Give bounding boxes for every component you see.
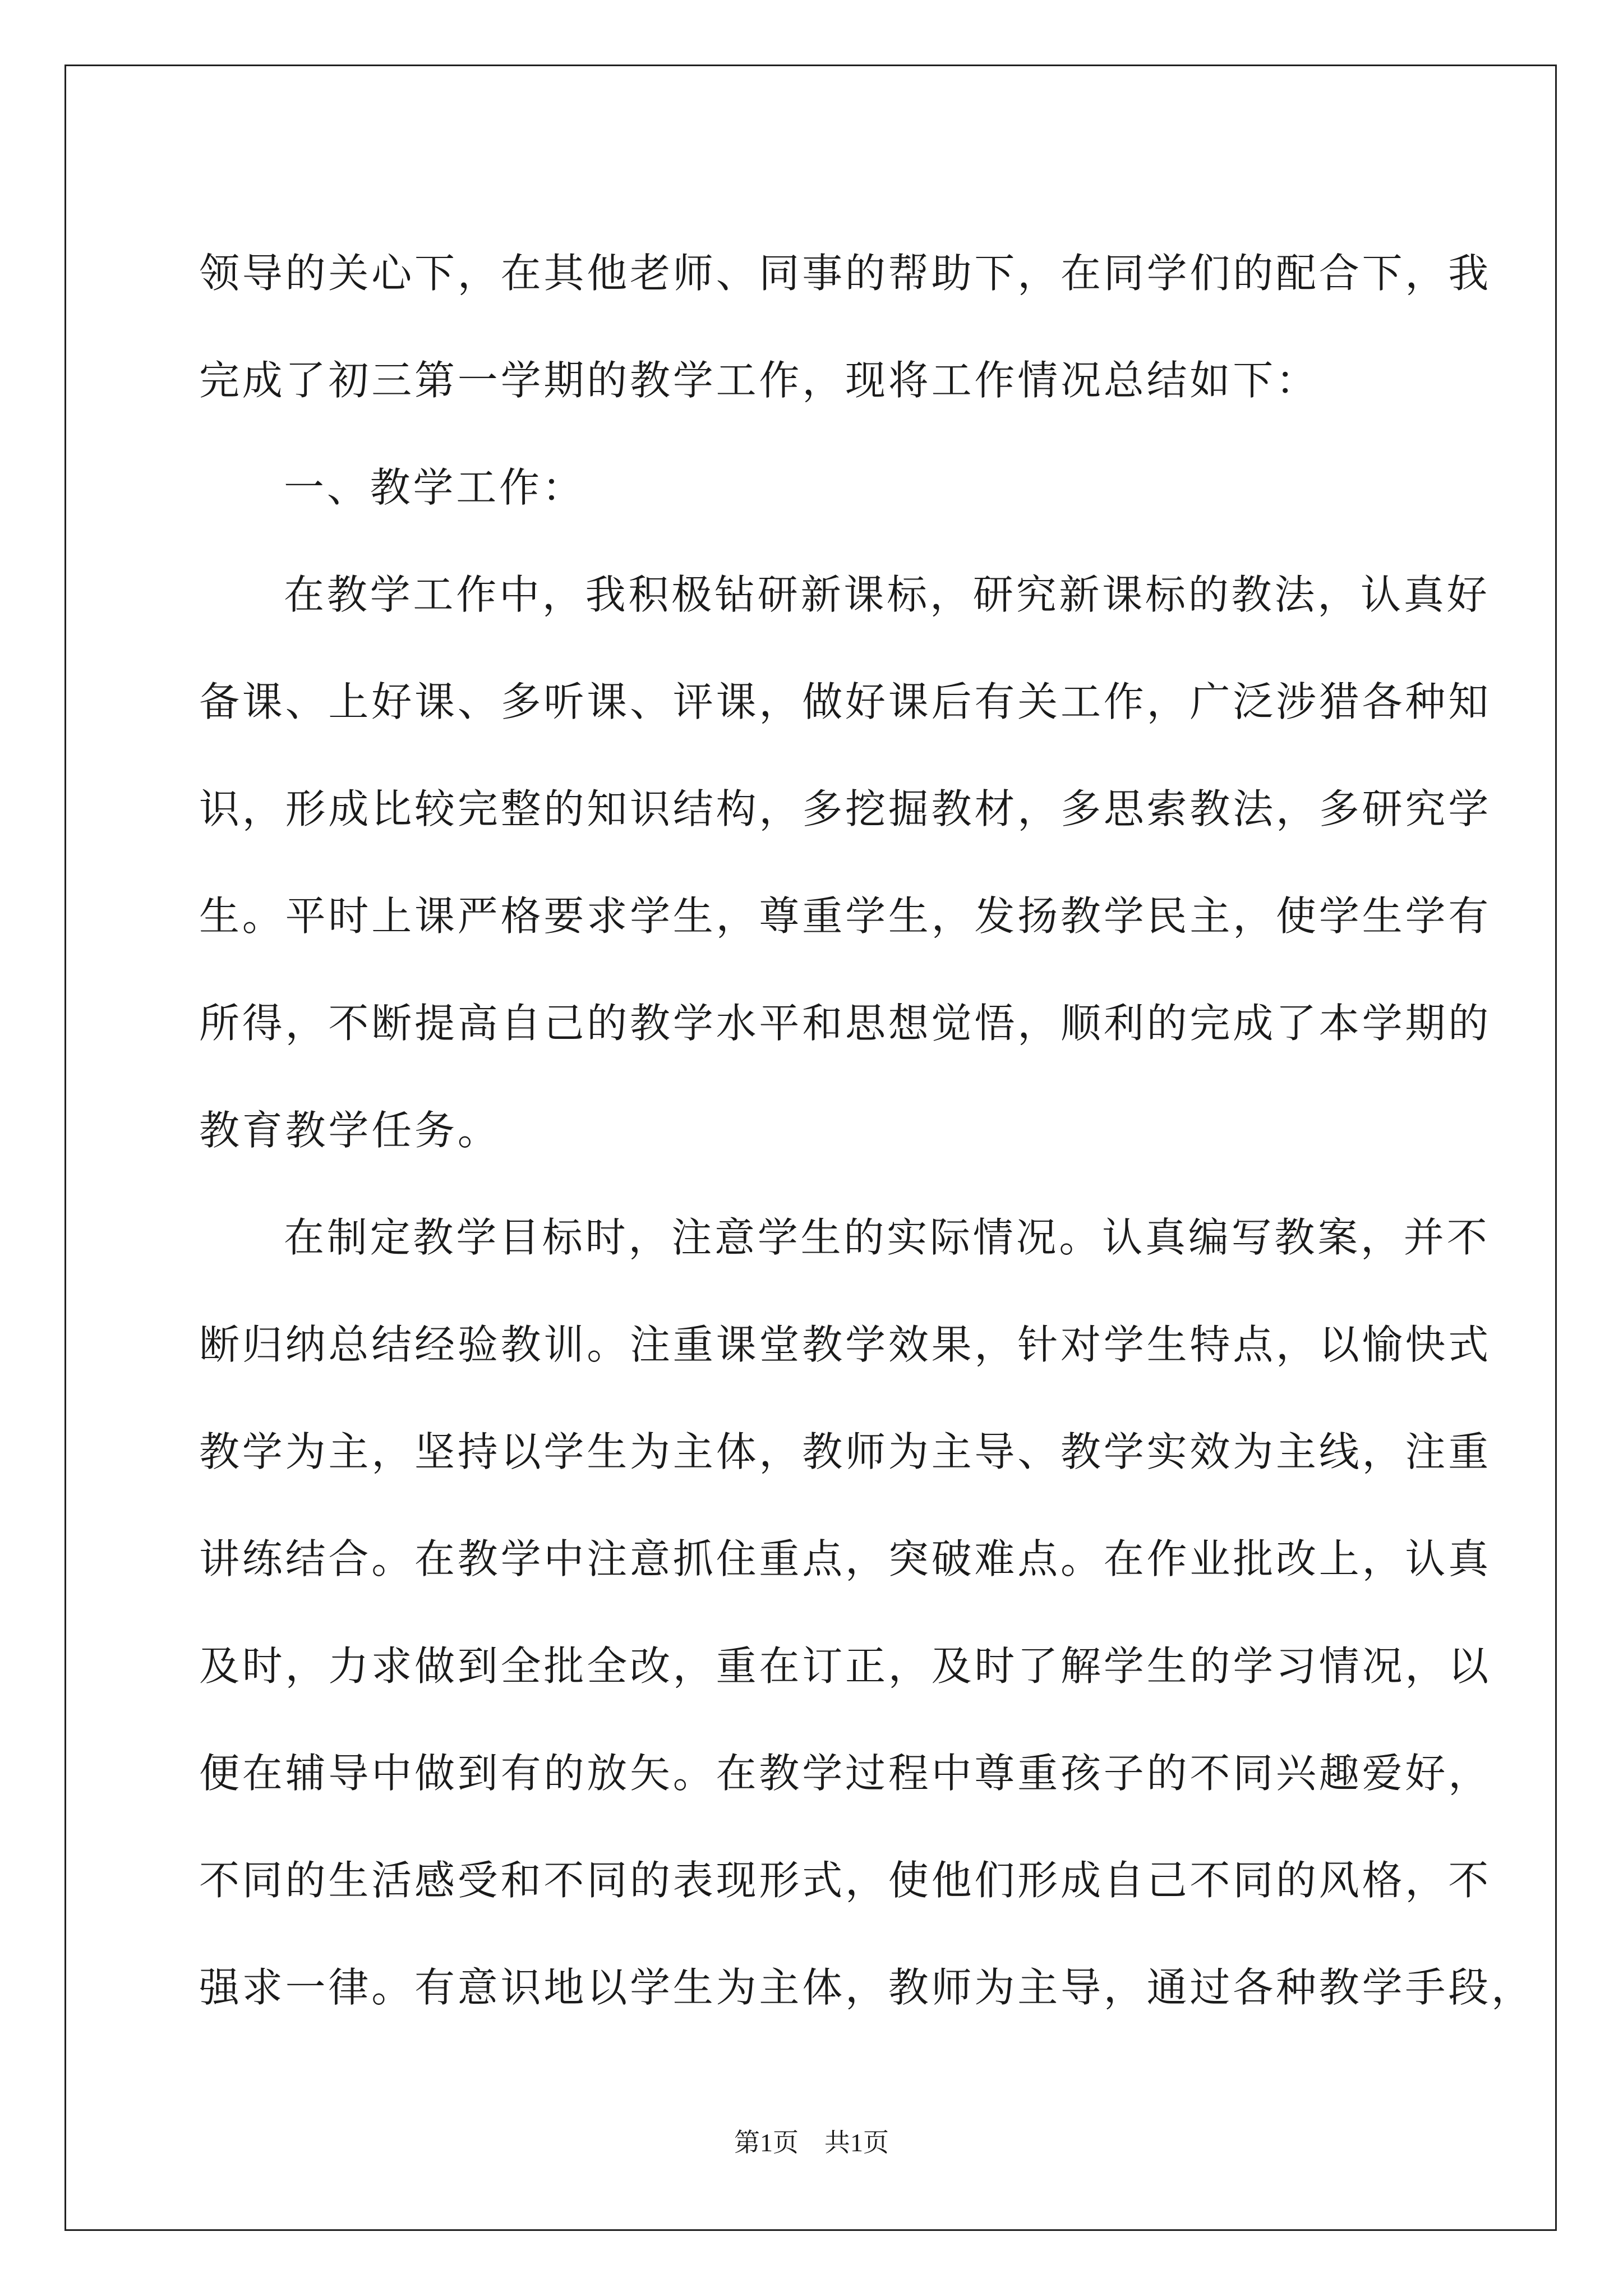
text-line: 识，形成比较完整的知识结构，多挖掘教材，多思索教法，多研究学 [199,785,1492,832]
text-line: 备课、上好课、多听课、评课，做好课后有关工作，广泛涉猎各种知 [199,678,1492,725]
paragraph [199,220,1492,434]
text-line: 所得，不断提高自己的教学水平和思想觉悟，顺利的完成了本学期的 [199,1000,1492,1047]
text-line: 完成了初三第一学期的教学工作，现将工作情况总结如下： [199,357,1319,404]
text-line: 及时，力求做到全批全改，重在订正，及时了解学生的学习情况，以 [199,1642,1492,1690]
text-line: 讲练结合。在教学中注意抓住重点，突破难点。在作业批改上，认真 [199,1535,1492,1582]
text-line: 教学为主，坚持以学生为主体，教师为主导、教学实效为主线，注重 [199,1428,1492,1475]
text-line: 断归纳总结经验教训。注重课堂教学效果，针对学生特点，以愉快式 [199,1321,1492,1368]
paragraph [199,1184,1534,2041]
document-body [199,220,1534,2041]
text-line: 不同的生活感受和不同的表现形式，使他们形成自己不同的风格，不 [199,1857,1492,1904]
page-footer [0,2126,1623,2160]
text-line: 在制定教学目标时，注意学生的实际情况。认真编写教案，并不 [284,1214,1490,1261]
section-heading [199,434,1428,541]
page-number: 第1页 [734,2128,799,2157]
text-line: 一、教学工作： [284,464,585,511]
paragraph [199,541,1492,1184]
text-line: 便在辅导中做到有的放矢。在教学过程中尊重孩子的不同兴趣爱好， [199,1750,1492,1797]
page-total: 共1页 [824,2128,889,2157]
text-line: 生。平时上课严格要求学生，尊重学生，发扬教学民主，使学生学有 [199,892,1492,940]
text-line: 领导的关心下，在其他老师、同事的帮助下，在同学们的配合下，我 [199,250,1492,297]
text-line: 在教学工作中，我积极钻研新课标，研究新课标的教法，认真好 [284,571,1490,618]
text-line: 教育教学任务。 [199,1107,501,1154]
text-line: 强求一律。有意识地以学生为主体，教师为主导，通过各种教学手段， [199,1964,1534,2011]
